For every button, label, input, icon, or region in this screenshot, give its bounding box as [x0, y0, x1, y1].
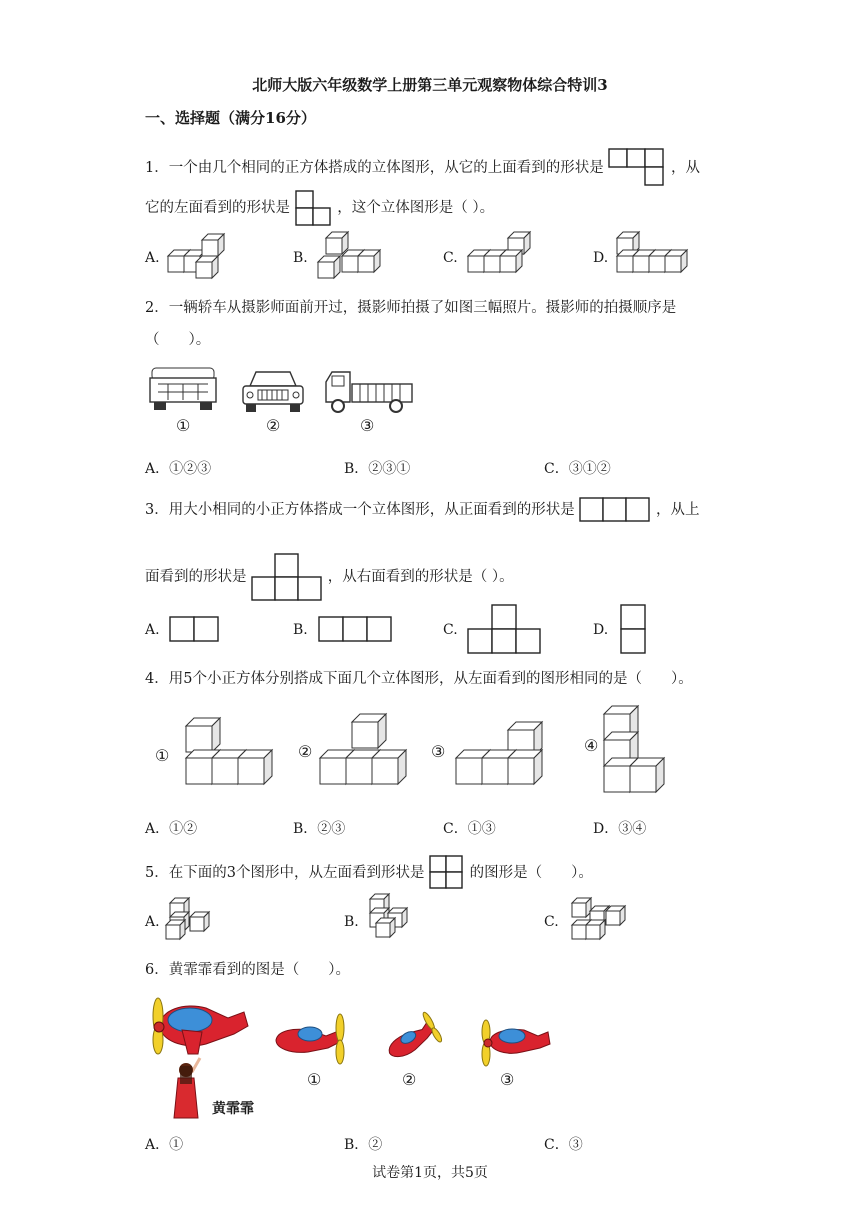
- q5-text-b: 的图形是（ ）。: [469, 865, 593, 881]
- q6-option-c[interactable]: C．③: [544, 1137, 583, 1153]
- q1-option-d-cubes: [617, 232, 687, 278]
- q1-text-d: ，这个立体图形是（ ）。: [337, 200, 495, 216]
- q1-text-a: 1．一个由几个相同的正方体搭成的立体图形，从它的上面看到的形状是: [145, 160, 604, 176]
- q2-label-3: ③: [360, 416, 375, 435]
- q5-option-b[interactable]: B.: [344, 914, 359, 930]
- q3-option-d[interactable]: D.: [593, 622, 609, 638]
- q5-option-a[interactable]: A.: [145, 914, 160, 930]
- q4-figure-1-cubes: [180, 718, 290, 788]
- airplane-view-1-picture: [270, 1014, 350, 1064]
- q6-option-b[interactable]: B．②: [344, 1137, 383, 1153]
- q1-option-b[interactable]: B.: [293, 250, 308, 266]
- q6-label-1: ①: [307, 1070, 322, 1089]
- q5-left-view-figure: [429, 855, 465, 891]
- q3-option-c[interactable]: C.: [443, 622, 458, 638]
- q4-option-c[interactable]: C．①③: [443, 821, 496, 837]
- q3-option-d-figure: [620, 604, 648, 654]
- q2-line1: 2．一辆轿车从摄影师面前开过，摄影师拍摄了如图三幅照片。摄影师的拍摄顺序是: [145, 300, 677, 316]
- q4-option-b[interactable]: B．②③: [293, 821, 346, 837]
- airplane-view-3-picture: [476, 1018, 556, 1068]
- q2-option-c[interactable]: C．③①②: [544, 461, 611, 477]
- q1-option-d[interactable]: D.: [593, 250, 609, 266]
- q4-option-a[interactable]: A．①②: [145, 821, 198, 837]
- q4-figure-4-cubes: [602, 706, 672, 796]
- q6-label-3: ③: [500, 1070, 515, 1089]
- truck-rear-view-picture: [148, 364, 220, 414]
- q2-option-b[interactable]: B．②③①: [344, 461, 411, 477]
- q4-label-2: ②: [298, 742, 313, 761]
- q5-option-a-cubes: [166, 898, 216, 944]
- q1-option-c-cubes: [468, 232, 538, 278]
- big-airplane-picture: [144, 996, 252, 1058]
- girl-figure-picture: [166, 1056, 210, 1122]
- q4-label-3: ③: [431, 742, 446, 761]
- q1-left-view-figure: [295, 190, 333, 226]
- q2-label-2: ②: [266, 416, 281, 435]
- q6-label-2: ②: [402, 1070, 417, 1089]
- q3-text-b: ，从上: [655, 502, 700, 518]
- q4-option-d[interactable]: D．③④: [593, 821, 647, 837]
- q5-option-c[interactable]: C.: [544, 914, 559, 930]
- q3-top-view-figure: [251, 553, 323, 601]
- person-name-label: 黄霏霏: [212, 1101, 254, 1117]
- q4-line1: 4．用5个小正方体分别搭成下面几个立体图形，从左面看到的图形相同的是（ ）。: [145, 671, 693, 687]
- q5-option-c-cubes: [568, 898, 634, 944]
- q1-option-c[interactable]: C.: [443, 250, 458, 266]
- q3-option-b[interactable]: B.: [293, 622, 308, 638]
- q3-line2: [145, 553, 514, 601]
- q4-label-4: ④: [584, 736, 599, 755]
- q3-option-a[interactable]: A.: [145, 622, 160, 638]
- airplane-view-2-picture: [382, 1010, 442, 1070]
- q1-option-b-cubes: [318, 232, 384, 278]
- page-footer: 试卷第1页，共5页: [372, 1165, 488, 1181]
- section-heading: 一、选择题（满分16分）: [145, 109, 316, 127]
- q5-option-b-cubes: [366, 894, 416, 942]
- q5-line1: [145, 855, 593, 891]
- q2-label-1: ①: [176, 416, 191, 435]
- q4-figure-2-cubes: [318, 714, 418, 788]
- q3-line1: [145, 497, 699, 523]
- q3-text-d: ，从右面看到的形状是（ ）。: [327, 569, 514, 585]
- q1-option-a-cubes: [168, 234, 228, 278]
- page-title: 北师大版六年级数学上册第三单元观察物体综合特训3: [252, 76, 608, 94]
- q1-line2: [145, 190, 494, 226]
- q6-line1: 6．黄霏霏看到的图是（ ）。: [145, 962, 350, 978]
- q2-option-a[interactable]: A．①②③: [145, 461, 212, 477]
- q6-option-a[interactable]: A．①: [145, 1137, 184, 1153]
- q3-option-a-figure: [169, 616, 221, 642]
- q1-line1: [145, 148, 700, 188]
- q3-front-view-figure: [579, 497, 651, 523]
- truck-side-view-picture: [322, 368, 416, 414]
- q3-option-b-figure: [318, 616, 394, 642]
- q5-text-a: 5．在下面的3个图形中，从左面看到形状是: [145, 865, 425, 881]
- q2-line2: （ ）。: [145, 332, 211, 348]
- q1-text-c: 它的左面看到的形状是: [145, 200, 290, 216]
- q3-option-c-figure: [467, 604, 543, 654]
- q4-label-1: ①: [155, 746, 170, 765]
- q3-text-a: 3．用大小相同的小正方体搭成一个立体图形，从正面看到的形状是: [145, 502, 575, 518]
- q4-figure-3-cubes: [454, 722, 554, 788]
- q1-text-b: ，从: [670, 160, 700, 176]
- q3-text-c: 面看到的形状是: [145, 569, 247, 585]
- q1-top-view-figure: [608, 148, 666, 188]
- truck-front-view-picture: [240, 368, 306, 414]
- q1-option-a[interactable]: A.: [145, 250, 160, 266]
